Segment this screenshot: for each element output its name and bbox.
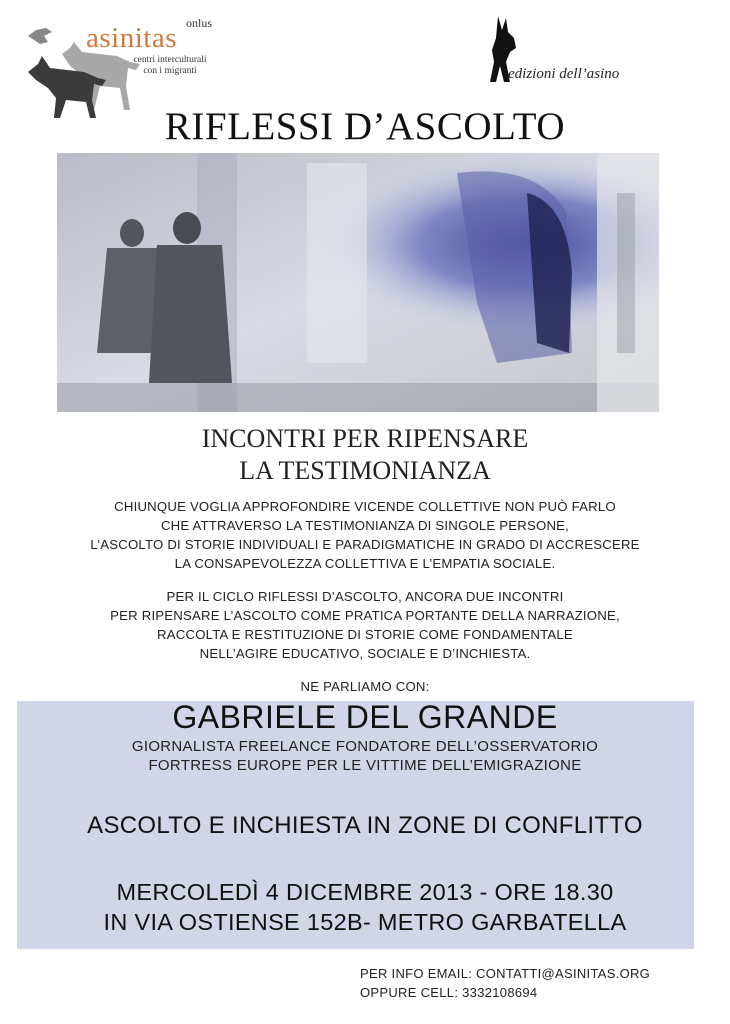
paragraph-line: L’ASCOLTO DI STORIE INDIVIDUALI E PARADIGMATICHE IN GRADO DI ACCRESCERE xyxy=(90,537,640,552)
org-name: asinitas xyxy=(86,22,177,54)
org-onlus: onlus xyxy=(186,16,213,30)
speaker-description: GIORNALISTA FREELANCE FONDATORE DELL’OSSERVATORIO xyxy=(131,738,599,755)
org-subtitle xyxy=(128,55,212,77)
event-topic: ASCOLTO E INCHIESTA IN ZONE DI CONFLITTO xyxy=(87,812,643,839)
paragraph-line: CHIUNQUE VOGLIA APPROFONDIRE VICENDE COLLETTIVE NON PUÒ FARLO xyxy=(114,499,616,514)
intro-paragraph xyxy=(0,497,730,573)
paragraph-line: NELL’AGIRE EDUCATIVO, SOCIALE E D’INCHIESTA. xyxy=(199,646,531,661)
paragraph-line: CHE ATTRAVERSO LA TESTIMONIANZA DI SINGOLE PERSONE, xyxy=(160,518,570,533)
paragraph-line: LA CONSAPEVOLEZZA COLLETTIVA E L’EMPATIA SOCIALE. xyxy=(174,556,556,571)
paragraph-line: RACCOLTA E RESTITUZIONE DI STORIE COME FONDAMENTALE xyxy=(157,627,573,642)
page-title: RIFLESSI D’ASCOLTO xyxy=(164,105,566,148)
poster-photo xyxy=(57,153,659,412)
speaker-intro: NE PARLIAMO CON: xyxy=(300,679,430,694)
subtitle-line: LA TESTIMONIANZA xyxy=(239,456,491,485)
info-phone[interactable]: OPPURE CELL: 3332108694 xyxy=(360,985,538,1000)
paragraph-line: PER RIPENSARE L’ASCOLTO COME PRATICA PORTANTE DELLA NARRAZIONE, xyxy=(110,608,620,623)
event-date: MERCOLEDÌ 4 DICEMBRE 2013 - ORE 18.30 xyxy=(116,879,614,905)
speaker-name: GABRIELE DEL GRANDE xyxy=(172,699,558,735)
speaker-description: FORTRESS EUROPE PER LE VITTIME DELL’EMIGRAZIONE xyxy=(148,757,582,774)
org-subtitle-line: centri interculturali xyxy=(133,55,207,65)
paragraph-line: PER IL CICLO RIFLESSI D’ASCOLTO, ANCORA DUE INCONTRI xyxy=(166,589,564,604)
publisher-name: edizioni dell’asino xyxy=(508,66,620,82)
info-email[interactable]: PER INFO EMAIL: CONTATTI@ASINITAS.ORG xyxy=(360,966,651,981)
cycle-paragraph xyxy=(0,587,730,663)
event-place: IN VIA OSTIENSE 152B- METRO GARBATELLA xyxy=(103,909,627,935)
subtitle-line: INCONTRI PER RIPENSARE xyxy=(201,424,529,453)
org-subtitle-line: con i migranti xyxy=(143,66,197,76)
